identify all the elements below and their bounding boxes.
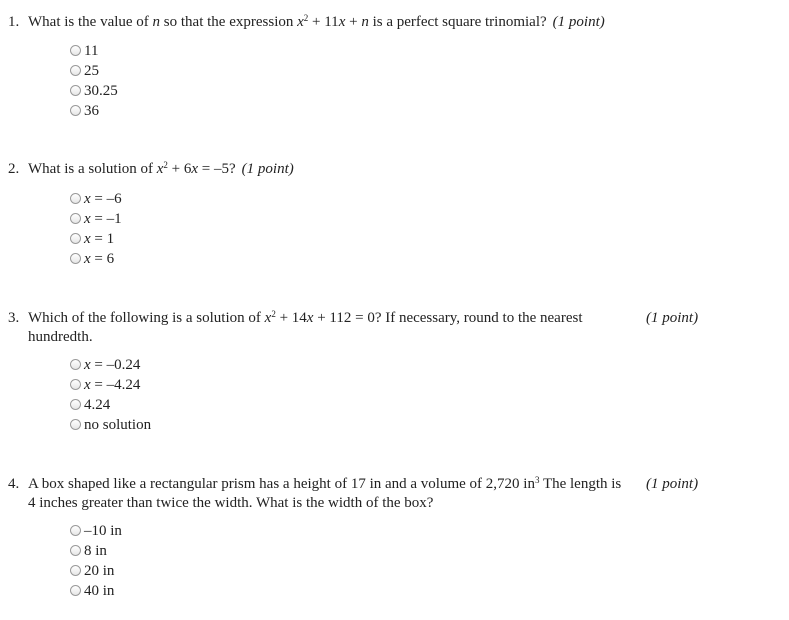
question-number: 4.	[8, 476, 20, 492]
radio-button[interactable]	[70, 379, 81, 390]
question-text: What is a solution of $x^2 + 6x = -5$? (1 point)	[28, 160, 294, 177]
radio-button[interactable]	[70, 253, 81, 264]
question-number: 2.	[8, 161, 20, 177]
answer-option[interactable]	[70, 101, 118, 121]
radio-button[interactable]	[70, 585, 81, 596]
answer-option[interactable]	[70, 229, 122, 249]
points-label: (1 point)	[552, 14, 605, 30]
radio-button[interactable]	[70, 545, 81, 556]
radio-button[interactable]	[70, 565, 81, 576]
question-number: 1.	[8, 14, 20, 30]
option-label: 36	[84, 103, 99, 119]
radio-button[interactable]	[70, 65, 81, 76]
radio-button[interactable]	[70, 525, 81, 536]
option-label: x = –1	[84, 211, 122, 227]
answer-option[interactable]	[70, 355, 151, 375]
question-text: Which of the following is a solution of $x^2 + 14x + 112 = 0$? If necessary, round to the nearest hundredth.	[28, 309, 583, 345]
answer-option[interactable]	[70, 249, 122, 269]
radio-button[interactable]	[70, 193, 81, 204]
answer-option[interactable]	[70, 209, 122, 229]
answer-option[interactable]	[70, 541, 122, 561]
answer-option[interactable]	[70, 521, 122, 541]
question-number: 3.	[8, 310, 20, 326]
points-label: (1 point)	[646, 310, 699, 326]
radio-button[interactable]	[70, 399, 81, 410]
radio-button[interactable]	[70, 419, 81, 430]
option-label: 25	[84, 63, 99, 79]
option-label: x = –6	[84, 191, 122, 207]
radio-button[interactable]	[70, 233, 81, 244]
answer-options	[70, 189, 122, 269]
question-text: A box shaped like a rectangular prism has a height of 17 in and a volume of 2,720 $in^3$ The length is 4 inches greater than twice the width. What is the width of the box?	[28, 475, 622, 511]
answer-options	[70, 41, 118, 121]
question-text: What is the value of n so that the expression $x^2 + 11x + n$ is a perfect square trinomial? (1 point)	[28, 13, 605, 30]
points-label: (1 point)	[646, 476, 699, 492]
option-label: 8 in	[84, 543, 107, 559]
radio-button[interactable]	[70, 45, 81, 56]
option-label: 11	[84, 43, 99, 59]
answer-option[interactable]	[70, 41, 118, 61]
radio-button[interactable]	[70, 85, 81, 96]
option-label: x = –4.24	[84, 377, 141, 393]
option-label: x = 1	[84, 231, 115, 247]
radio-button[interactable]	[70, 213, 81, 224]
option-label: no solution	[84, 417, 152, 433]
option-label: x = –0.24	[84, 357, 141, 373]
answer-option[interactable]	[70, 81, 118, 101]
answer-option[interactable]	[70, 61, 118, 81]
option-label: 40 in	[84, 583, 115, 599]
option-label: 20 in	[84, 563, 115, 579]
option-label: –10 in	[84, 523, 122, 539]
radio-button[interactable]	[70, 359, 81, 370]
option-label: 4.24	[84, 397, 111, 413]
radio-button[interactable]	[70, 105, 81, 116]
answer-option[interactable]	[70, 581, 122, 601]
answer-options	[70, 355, 151, 435]
answer-option[interactable]	[70, 415, 151, 435]
answer-options	[70, 521, 122, 601]
answer-option[interactable]	[70, 395, 151, 415]
answer-option[interactable]	[70, 189, 122, 209]
points-label: (1 point)	[241, 161, 294, 177]
answer-option[interactable]	[70, 375, 151, 395]
option-label: x = 6	[84, 251, 115, 267]
option-label: 30.25	[84, 83, 118, 99]
answer-option[interactable]	[70, 561, 122, 581]
